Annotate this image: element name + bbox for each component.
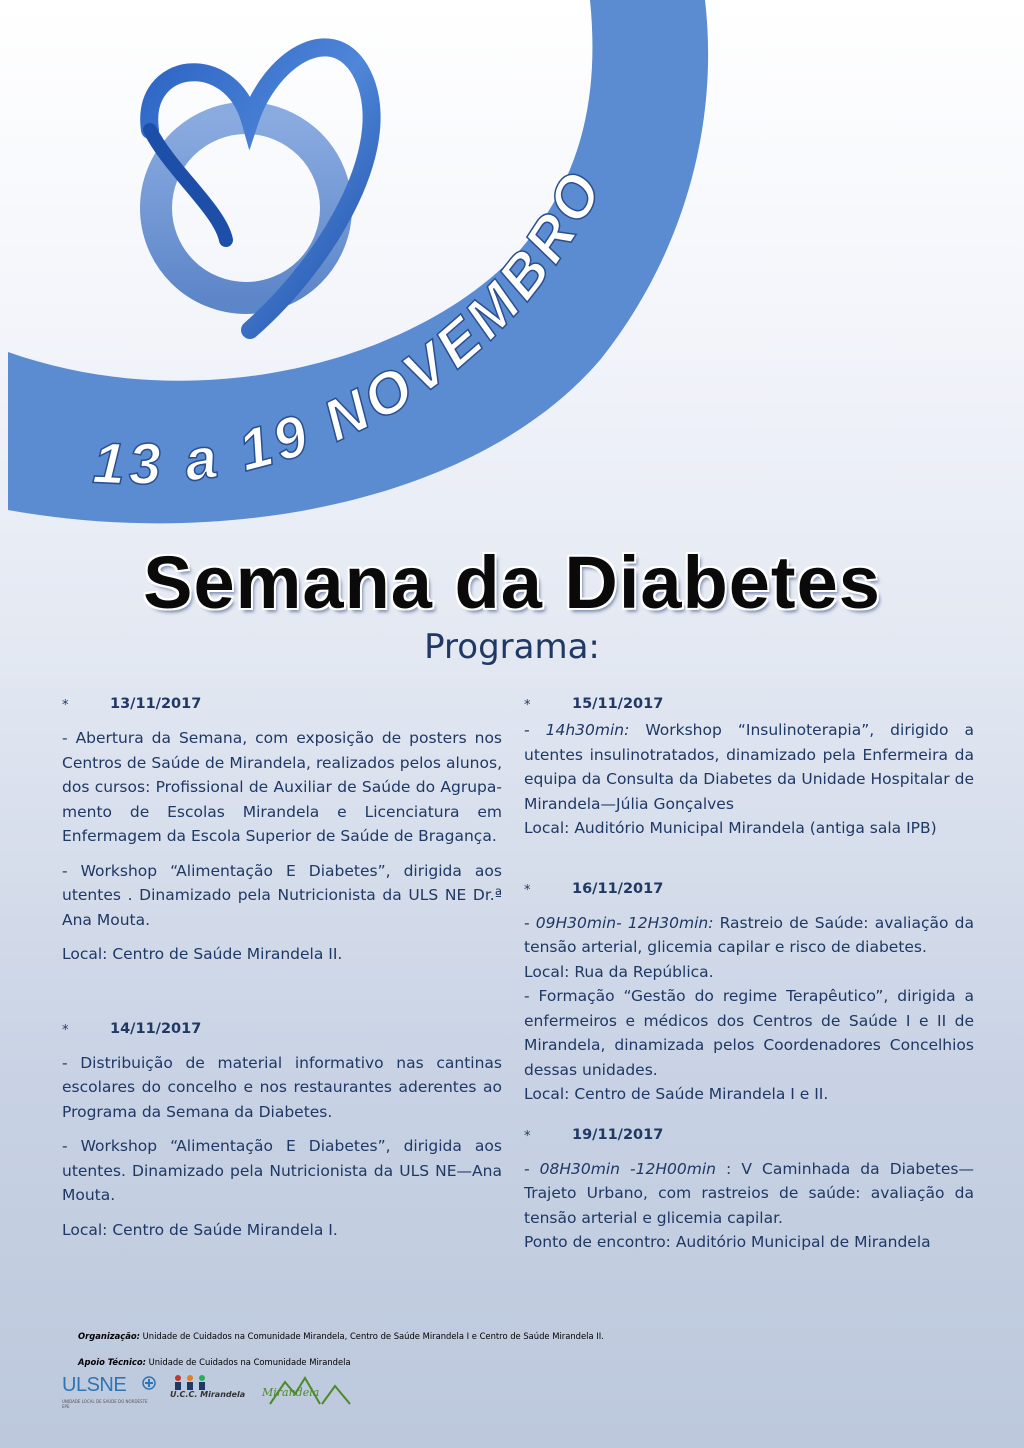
day-location: Local: Rua da República. <box>524 962 714 981</box>
day-paragraph: - 14h30min: Workshop “Insulinoterapia”, dirigido a utentes insulinotratados, dinamizado pela Enfermeira da equipa da Consulta da Diabetes da Unidade Hospitalar de Mirandela—Júlia Gonçalves <box>524 721 974 813</box>
heart-ribbon-icon <box>149 47 371 330</box>
logos-row <box>62 1374 382 1414</box>
day-location: Local: Centro de Saúde Mirandela I e II. <box>524 1085 829 1103</box>
bullet-icon: * <box>62 698 69 713</box>
bullet-icon: * <box>524 882 531 898</box>
footer-organization: Organização: Unidade de Cuidados na Comunidade Mirandela, Centro de Saúde Mirandela I e Centro de Saúde Mirandela II. <box>78 1331 604 1341</box>
footer-support: Apoio Técnico: Unidade de Cuidados na Comunidade Mirandela <box>78 1357 351 1367</box>
day-date: 15/11/2017 <box>572 696 664 712</box>
program-right-column <box>524 692 974 1267</box>
bullet-icon: * <box>524 1128 531 1144</box>
day-paragraph: - Abertura da Semana, com exposição de posters nos Centros de Saúde de Mirandela, realizados pelos alunos, dos cursos: Profissional de Auxiliar de Saúde do Agrupa- mento de Escolas Mirandela e Licenciatura em Enfermagem da Escola Superior de Saúde de Bragança. <box>62 729 502 845</box>
program-day <box>524 1123 974 1255</box>
header-banner <box>0 0 1024 560</box>
uls-ne-logo: ULSNE UNIDADE LOCAL DE SAÚDE DO NORDESTE EPE <box>62 1374 154 1408</box>
day-date: 19/11/2017 <box>572 1126 664 1143</box>
people-icon <box>170 1374 210 1390</box>
mirandela-municipality-logo: Mirandela <box>260 1374 360 1410</box>
day-paragraph: - Workshop “Alimentação E Diabetes”, dirigida aos utentes. Dinamizado pela Nutricionista da ULS NE—Ana Mouta. <box>62 1137 502 1204</box>
bullet-icon: * <box>524 698 531 713</box>
day-date: 14/11/2017 <box>110 1020 202 1037</box>
program-left-column <box>62 692 502 1254</box>
program-day <box>524 692 974 841</box>
bullet-icon: * <box>62 1022 69 1038</box>
day-paragraph: - Workshop “Alimentação E Diabetes”, dirigida aos utentes . Dinamizado pela Nutricionista da ULS NE Dr.ª Ana Mouta. <box>62 861 502 929</box>
program-day <box>524 877 974 1107</box>
day-location: Local: Auditório Municipal Mirandela (antiga sala IPB) <box>524 819 937 837</box>
day-location: Local: Centro de Saúde Mirandela II. <box>62 945 343 963</box>
page-title: Semana da Diabetes <box>143 541 881 624</box>
program-day <box>62 1017 502 1243</box>
day-paragraph: - Distribuição de material informativo nas cantinas escolares do concelho e nos restaurantes aderentes ao Programa da Semana da Diabetes. <box>62 1053 502 1121</box>
page-subtitle: Programa: <box>424 627 600 667</box>
day-location: Local: Centro de Saúde Mirandela I. <box>62 1220 338 1239</box>
day-location: Ponto de encontro: Auditório Municipal de Mirandela <box>524 1233 931 1251</box>
ucc-mirandela-logo: U.C.C. Mirandela <box>170 1374 248 1410</box>
day-date: 16/11/2017 <box>572 880 664 897</box>
day-paragraph: - 08H30min -12H00min : V Caminhada da Diabetes—Trajeto Urbano, com rastreios de saúde: avaliação da tensão arterial e glicemia capilar. <box>524 1159 974 1227</box>
date-range-text: 13 a 19 NOVEMBRO <box>91 158 617 498</box>
day-paragraph: - 09H30min- 12H30min: Rastreio de Saúde: avaliação da tensão arterial, glicemia capilar e risco de diabetes. <box>524 913 974 956</box>
plus-icon <box>142 1376 156 1390</box>
day-paragraph: - Formação “Gestão do regime Terapêutico”, dirigida a enfermeiros e médicos dos Centros de Saúde I e II de Mirandela, dinamizada pelos Coordenadores Concelhios dessas unidades. <box>524 987 974 1079</box>
program-day <box>62 692 502 967</box>
day-date: 13/11/2017 <box>110 696 202 712</box>
